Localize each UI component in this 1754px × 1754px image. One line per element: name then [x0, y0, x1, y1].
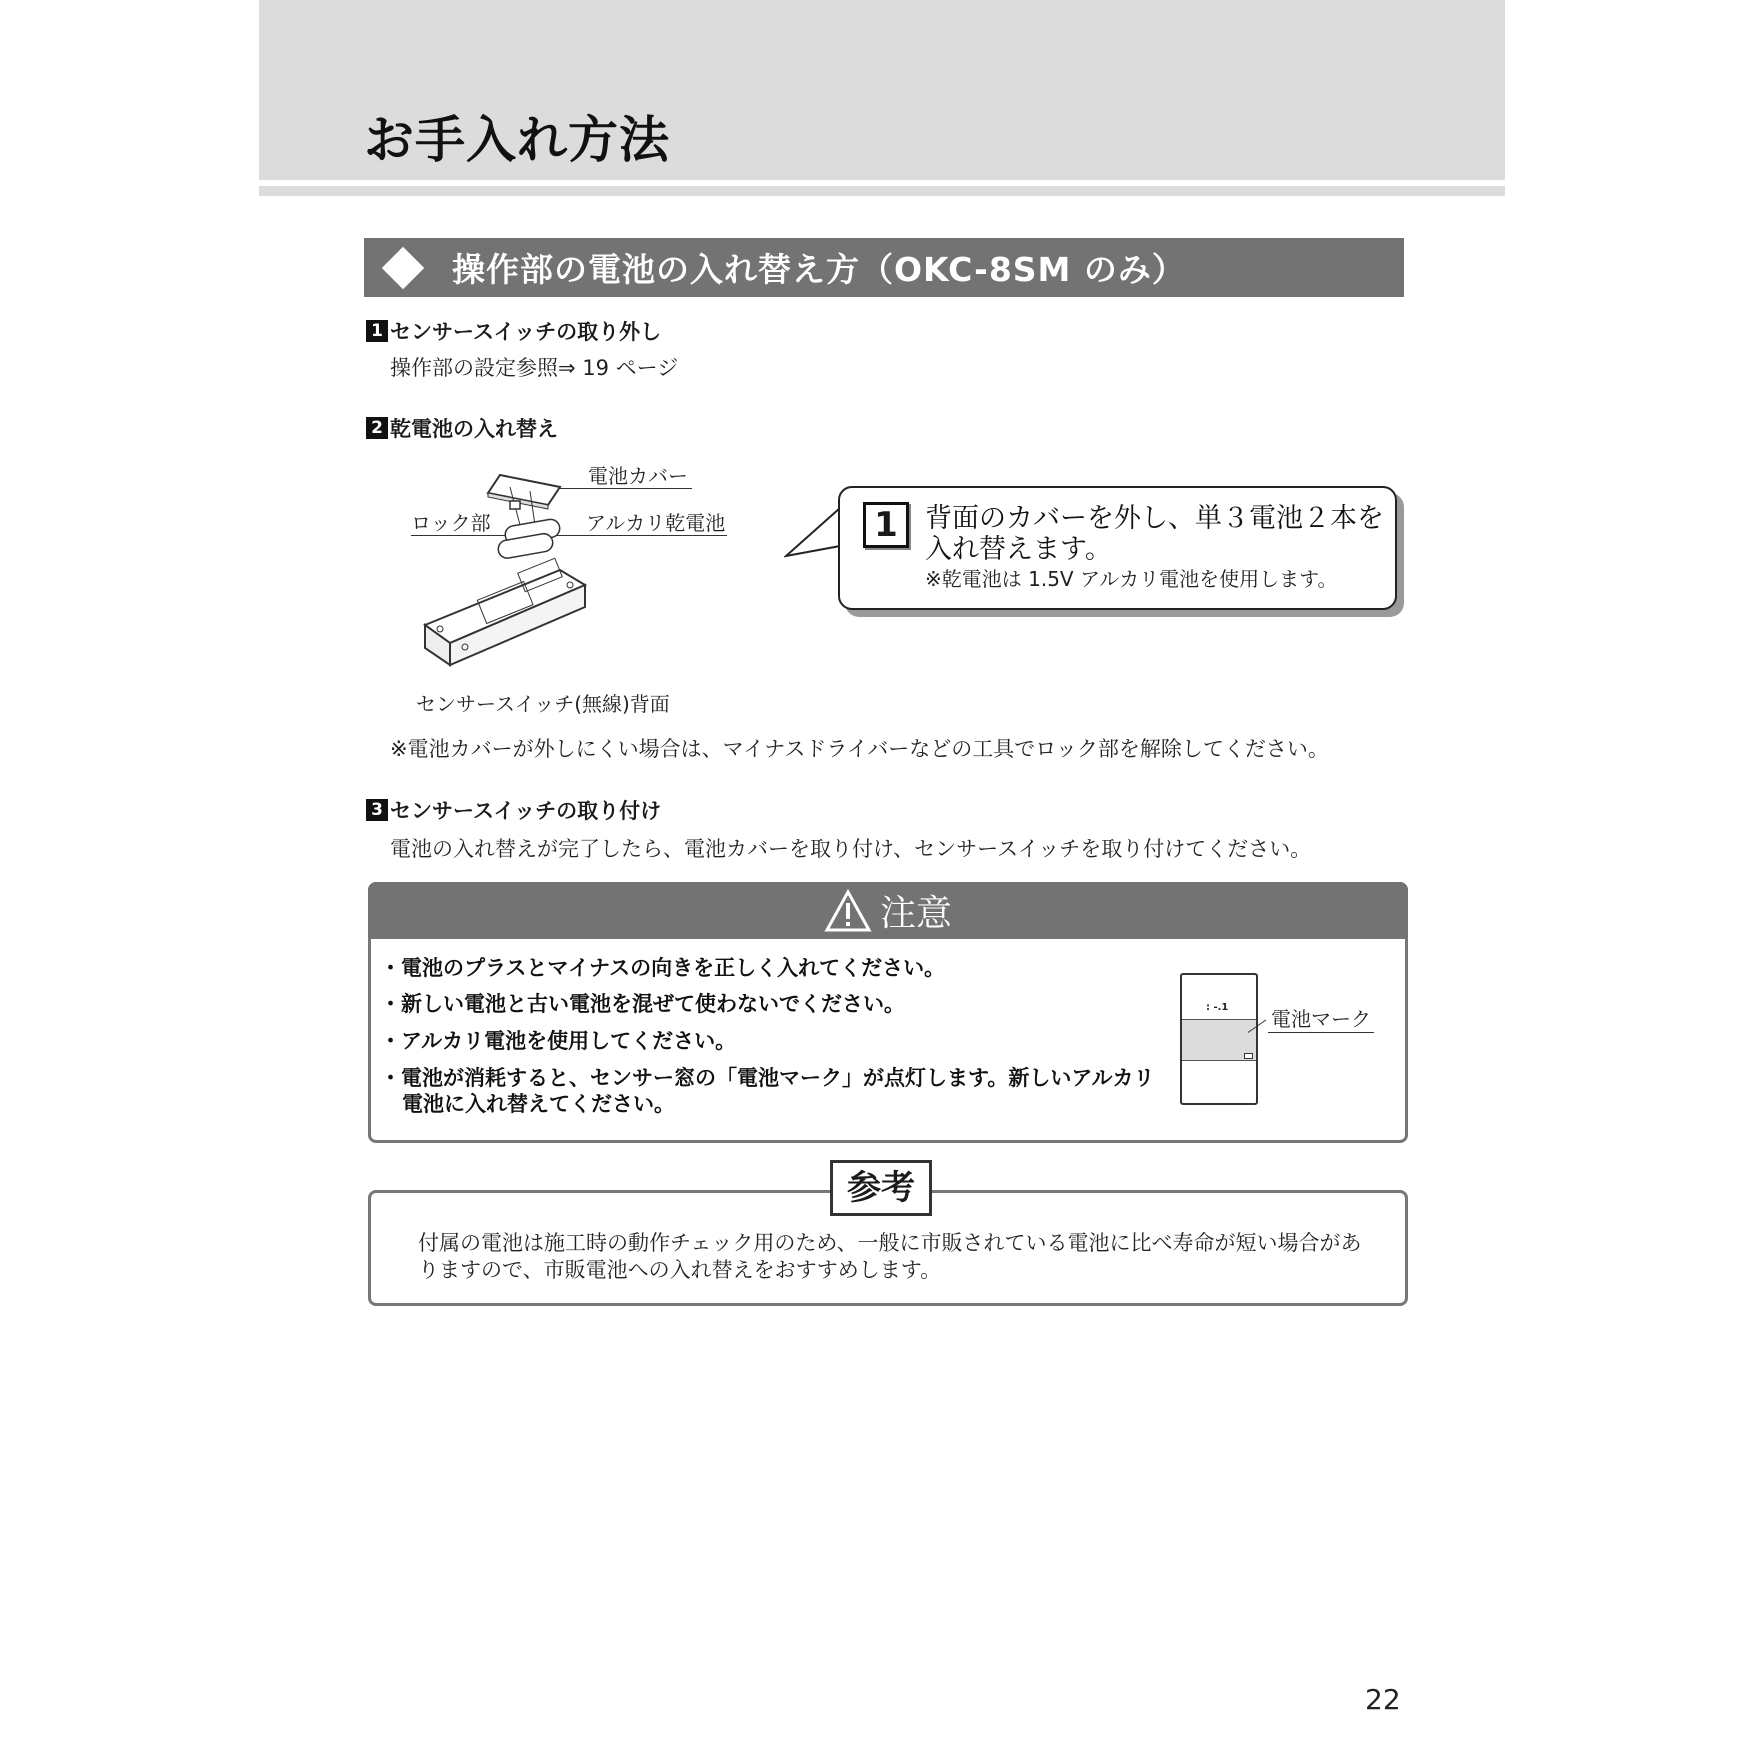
lock-drawing — [510, 501, 520, 509]
sensor-switch-diagram — [410, 465, 610, 685]
callout-number: 1 — [863, 502, 909, 548]
reference-title: 参考 — [830, 1160, 932, 1216]
sensor-window-drawing — [1180, 973, 1258, 1105]
step-2-title: 乾電池の入れ替え — [390, 417, 558, 441]
header-divider — [259, 186, 1505, 196]
battery-mark-label: 電池マーク — [1271, 1007, 1371, 1031]
section-header — [364, 238, 1404, 297]
callout-pointer — [784, 506, 844, 566]
step-3-number: 3 — [366, 799, 388, 821]
callout-main-text: 背面のカバーを外し、単３電池２本を入れ替えます。 — [925, 503, 1384, 565]
battery-drawing — [497, 518, 561, 560]
removal-note: ※電池カバーが外しにくい場合は、マイナスドライバーなどの工具でロック部を解除してください。 — [390, 737, 1329, 761]
caution-item: ・新しい電池と古い電池を混ぜて使わないでください。 — [380, 992, 905, 1016]
label-lock: ロック部 — [411, 511, 491, 535]
caution-item: ・電池のプラスとマイナスの向きを正しく入れてください。 — [380, 956, 946, 980]
device-display: : -.1 — [1206, 1002, 1229, 1013]
warning-icon — [824, 889, 872, 933]
step-1-heading — [366, 316, 661, 346]
step-3-heading — [366, 795, 661, 825]
caution-header — [368, 882, 1408, 939]
caution-item: ・アルカリ電池を使用してください。 — [380, 1029, 737, 1053]
page-title: お手入れ方法 — [364, 111, 670, 169]
diamond-icon — [382, 246, 424, 288]
caution-title: 注意 — [879, 893, 952, 934]
reference-text: 付属の電池は施工時の動作チェック用のため、一般に市販されている電池に比べ寿命が短い場合がありますので、市販電池への入れ替えをおすすめします。 — [418, 1231, 1362, 1282]
step-3-text: 電池の入れ替えが完了したら、電池カバーを取り付け、センサースイッチを取り付けてください。 — [390, 837, 1312, 861]
step-1-number: 1 — [366, 320, 388, 342]
step-1-title: センサースイッチの取り外し — [390, 320, 662, 344]
step-2-heading — [366, 413, 558, 443]
section-title: 操作部の電池の入れ替え方（OKC-8SM のみ） — [452, 250, 1186, 289]
label-battery-cover: 電池カバー — [588, 464, 688, 488]
diagram-caption: センサースイッチ(無線)背面 — [416, 692, 670, 716]
label-alkaline-battery: アルカリ乾電池 — [586, 511, 726, 535]
leader-line — [1268, 1032, 1374, 1033]
caution-item: ・電池が消耗すると、センサー窓の「電池マーク」が点灯します。新しいアルカリ — [380, 1066, 1155, 1090]
page-number: 22 — [1365, 1683, 1401, 1716]
step-3-title: センサースイッチの取り付け — [390, 799, 662, 823]
callout-note: ※乾電池は 1.5V アルカリ電池を使用します。 — [925, 567, 1338, 591]
step-1-text: 操作部の設定参照⇒ 19 ページ — [390, 356, 679, 380]
step-2-number: 2 — [366, 417, 388, 439]
battery-mark-icon — [1244, 1053, 1253, 1059]
caution-item: 電池に入れ替えてください。 — [402, 1092, 675, 1116]
